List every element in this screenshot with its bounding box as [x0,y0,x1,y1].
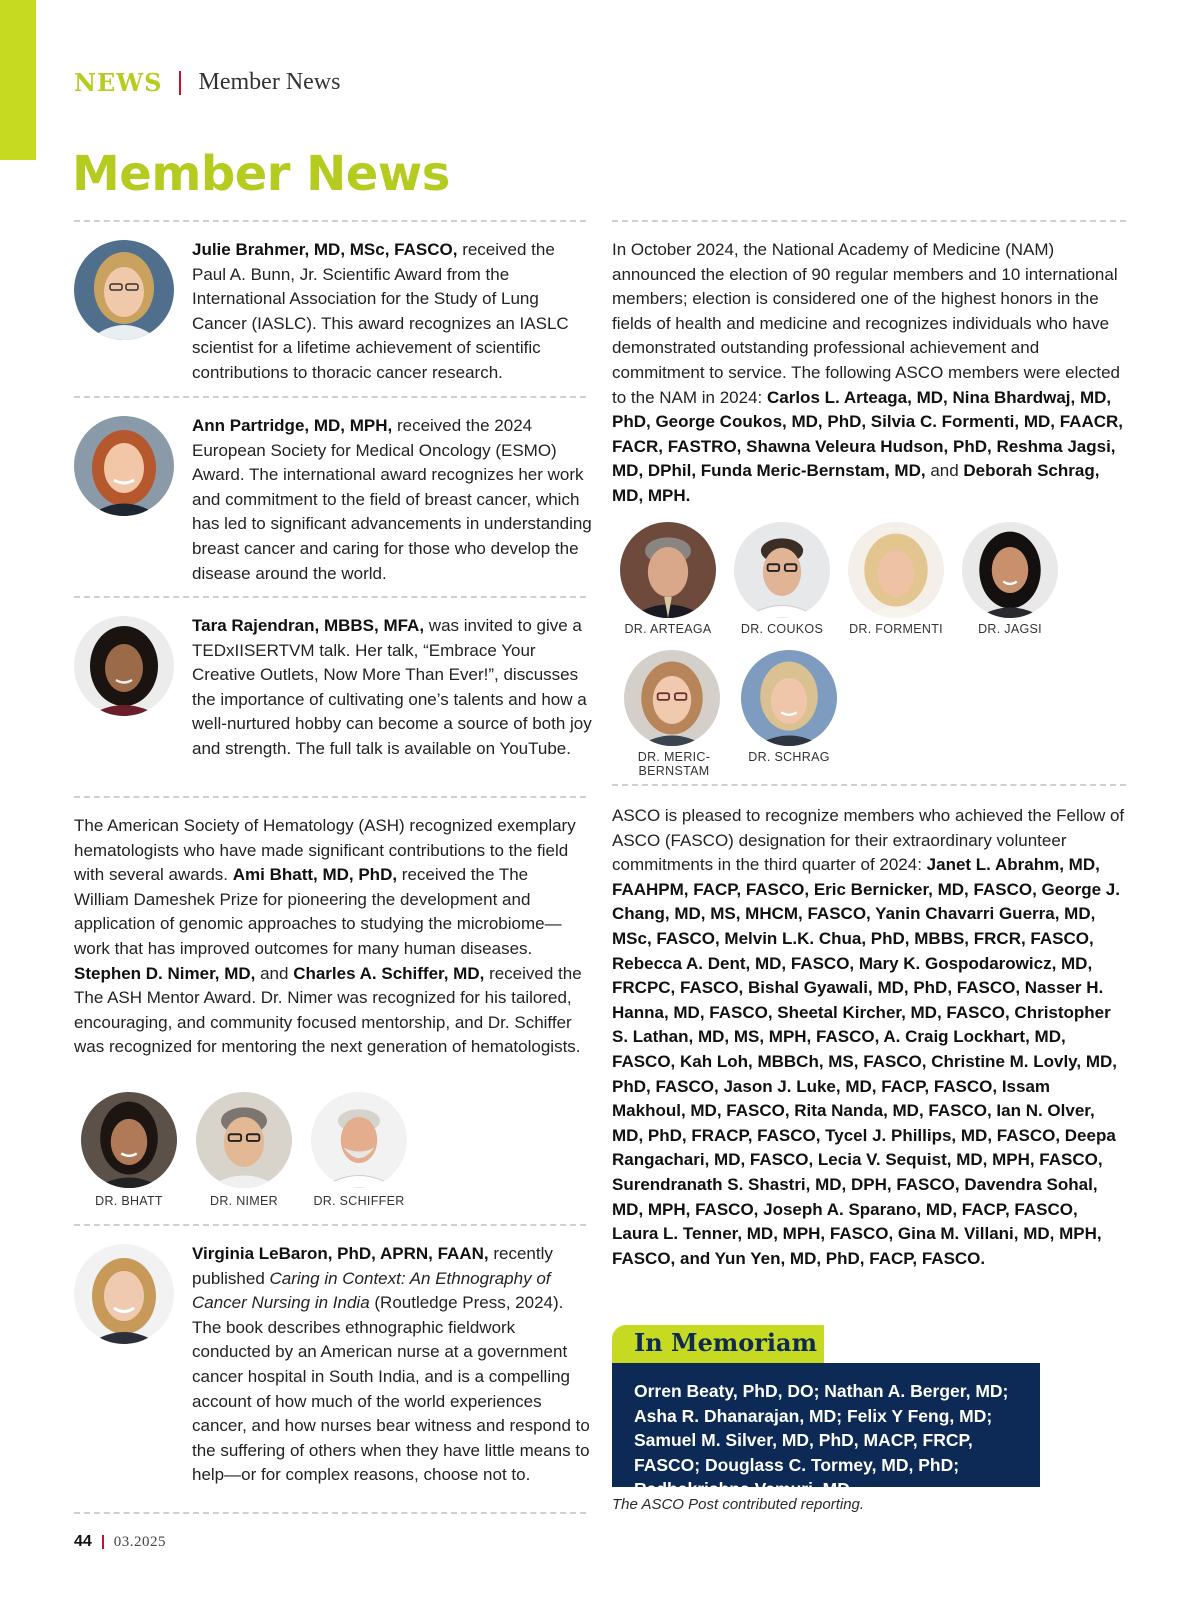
name-bhatt: Ami Bhatt, MD, PhD, [232,865,398,885]
divider [612,784,1126,786]
photo-rajendran [74,616,174,716]
caption-meric-bernstam: DR. MERIC-BERNSTAM [637,750,711,778]
page-title: Member News [72,146,450,202]
name-partridge: Ann Partridge, MD, MPH, [192,416,393,435]
ash-text-4: received the The ASH Mentor Award. Dr. Nimer was recognized for his tailored, encouraging, and community focused mentorship, and Dr. Schiffer was recognized for mentoring the next generation of hematologists. [74,963,582,1057]
name-rajendran: Tara Rajendran, MBBS, MFA, [192,616,425,635]
memoriam-text: Orren Beaty, PhD, DO; Nathan A. Berger, MD; Asha R. Dhanarajan, MD; Felix Y Feng, MD; Samuel M. Silver, MD, PhD, MACP, FRCP, FASCO; Douglass C. Tormey, MD, PhD; Radhakrishna Vemuri, MD [634,1381,1009,1499]
photo-jagsi [962,522,1058,618]
caption-formenti: DR. FORMENTI [849,622,943,636]
page-number: 44 [74,1533,92,1550]
photo-coukos [734,522,830,618]
ash-text-1: The American Society of Hematology (ASH) recognized exemplary hematologists who have made significant contributions to the field with several awards. [74,816,576,885]
text-partridge: received the 2024 European Society for Medical Oncology (ESMO) Award. The international award recognizes her work and commitment to the field of breast cancer, which has led to significant advancements in understanding breast cancer and caring for those who develop the disease around the world. [192,416,592,583]
photo-formenti [848,522,944,618]
divider [74,796,586,798]
footer-divider [102,1535,104,1549]
section-color-tab [0,0,36,160]
photo-meric-bernstam [624,650,720,746]
photo-schrag [741,650,837,746]
memoriam-box [612,1363,1040,1499]
memoriam-title: In Memoriam [634,1328,817,1357]
photo-schiffer [311,1092,407,1188]
caption-nimer: DR. NIMER [210,1194,278,1208]
item-brahmer [192,238,592,386]
photo-partridge [74,416,174,516]
name-brahmer: Julie Brahmer, MD, MSc, FASCO, [192,240,458,259]
caption-jagsi: DR. JAGSI [978,622,1042,636]
divider [74,596,586,598]
ash-text-2: received the The William Dameshek Prize for pioneering the development and application of genomic approaches to studying the microbiome—work that has improved outcomes for many human diseases. [74,865,562,958]
subsection-label: Member News [198,69,341,95]
photo-nimer [196,1092,292,1188]
item-nam [612,238,1126,509]
item-rajendran [192,614,592,762]
caption-bhatt: DR. BHATT [95,1194,163,1208]
text-brahmer: received the Paul A. Bunn, Jr. Scientific Award from the International Association for the Study of Lung Cancer (IASLC). This award recognizes an IASLC scientist for a lifetime achievement of scientific contributions to thoracic cancer research. [192,240,569,382]
issue-date: 03.2025 [113,1533,167,1550]
divider [612,220,1126,222]
photo-brahmer [74,240,174,340]
divider [74,1512,586,1514]
item-ash [74,814,586,1060]
credit-line: The ASCO Post contributed reporting. [612,1496,865,1513]
item-fasco [612,804,1126,1271]
photo-lebaron [74,1244,174,1344]
nam-intro: In October 2024, the National Academy of Medicine (NAM) announced the election of 90 regular members and 10 international members; election is considered one of the highest honors in the fields of health and medicine and recognizes individuals who have demonstrated outstanding professional achievement and commitment to service. The following ASCO members were elected to the NAM in 2024: [612,240,1120,407]
divider [74,396,586,398]
caption-schiffer: DR. SCHIFFER [313,1194,405,1208]
page-footer [74,1533,166,1551]
ash-text-3: and [255,963,294,983]
lebaron-text-2: (Routledge Press, 2024). The book describes ethnographic fieldwork conducted by an American nurse at a government cancer hospital in South India, and is a compelling account of how much of the world experiences cancer, and how nurses bear witness and respond to the suffering of others when they have little means to help—or for complex reasons, choose not to. [192,1293,590,1485]
photo-arteaga [620,522,716,618]
fasco-names: Janet L. Abrahm, MD, FAAHPM, FACP, FASCO, Eric Bernicker, MD, FASCO, George J. Chang, MD, MS, MHCM, FASCO, Yanin Chavarri Guerra, MD, MSc, FASCO, Melvin L.K. Chua, PhD, MBBS, FRCR, FASCO, Rebecca A. Dent, MD, FASCO, Mary K. Gospodarowicz, MD, FRCPC, FASCO, Bishal Gyawali, MD, PhD, FASCO, Nasser H. Hanna, MD, FASCO, Sheetal Kircher, MD, FASCO, Christopher S. Lathan, MD, MS, MPH, FASCO, A. Craig Lockhart, MD, FASCO, Kah Loh, MBBCh, MS, FASCO, Christine M. Lovly, MD, PhD, FASCO, Jason J. Luke, MD, FACP, FASCO, Issam Makhoul, MD, FASCO, Rita Nanda, MD, FASCO, Ian N. Olver, MD, PhD, FRACP, FASCO, Tycel J. Phillips, MD, FASCO, Deepa Rangachari, MD, FASCO, Lecia V. Sequist, MD, MPH, FASCO, Surendranath S. Shastri, MD, DPH, FASCO, Davendra Sohal, MD, MPH, FASCO, Joseph A. Sparano, MD, FACP, FASCO, Laura L. Tenner, MD, MPH, FASCO, Gina M. Villani, MD, MPH, FASCO, and Yun Yen, MD, PhD, FACP, FASCO. [612,855,1120,1268]
section-header [74,68,340,97]
divider [74,1224,586,1226]
name-schiffer: Charles A. Schiffer, MD, [293,963,485,983]
book-title: Caring in Context: An Ethnography of Cancer Nursing in India [192,1268,551,1313]
fasco-intro: ASCO is pleased to recognize members who achieved the Fellow of ASCO (FASCO) designation for their extraordinary volunteer commitments in the third quarter of 2024: [612,806,1125,875]
item-lebaron [192,1242,592,1488]
caption-arteaga: DR. ARTEAGA [624,622,712,636]
nam-and: and [925,461,964,481]
text-rajendran: was invited to give a TEDxIISERTVM talk. Her talk, “Embrace Your Creative Outlets, Now More Than Ever!”, discusses the importance of cultivating one’s talents and how a well-nurtured hobby can become a source of both joy and strength. The full talk is available on YouTube. [192,616,592,758]
name-lebaron: Virginia LeBaron, PhD, APRN, FAAN, [192,1244,489,1263]
nam-names: Carlos L. Arteaga, MD, Nina Bhardwaj, MD, PhD, George Coukos, MD, PhD, Silvia C. Formenti, MD, FAACR, FACR, FASTRO, Shawna Veleura Hudson, PhD, Reshma Jagsi, MD, DPhil, Funda Meric-Bernstam, MD, [612,387,1123,481]
nam-last-name: Deborah Schrag, MD, MPH. [612,461,1100,505]
header-divider [179,71,181,95]
section-label: NEWS [74,68,163,97]
caption-schrag: DR. SCHRAG [748,750,830,764]
item-partridge [192,414,592,586]
caption-coukos: DR. COUKOS [740,622,824,636]
divider [74,220,586,222]
name-nimer: Stephen D. Nimer, MD, [74,963,256,983]
lebaron-text-1: recently published [192,1244,553,1288]
photo-bhatt [81,1092,177,1188]
